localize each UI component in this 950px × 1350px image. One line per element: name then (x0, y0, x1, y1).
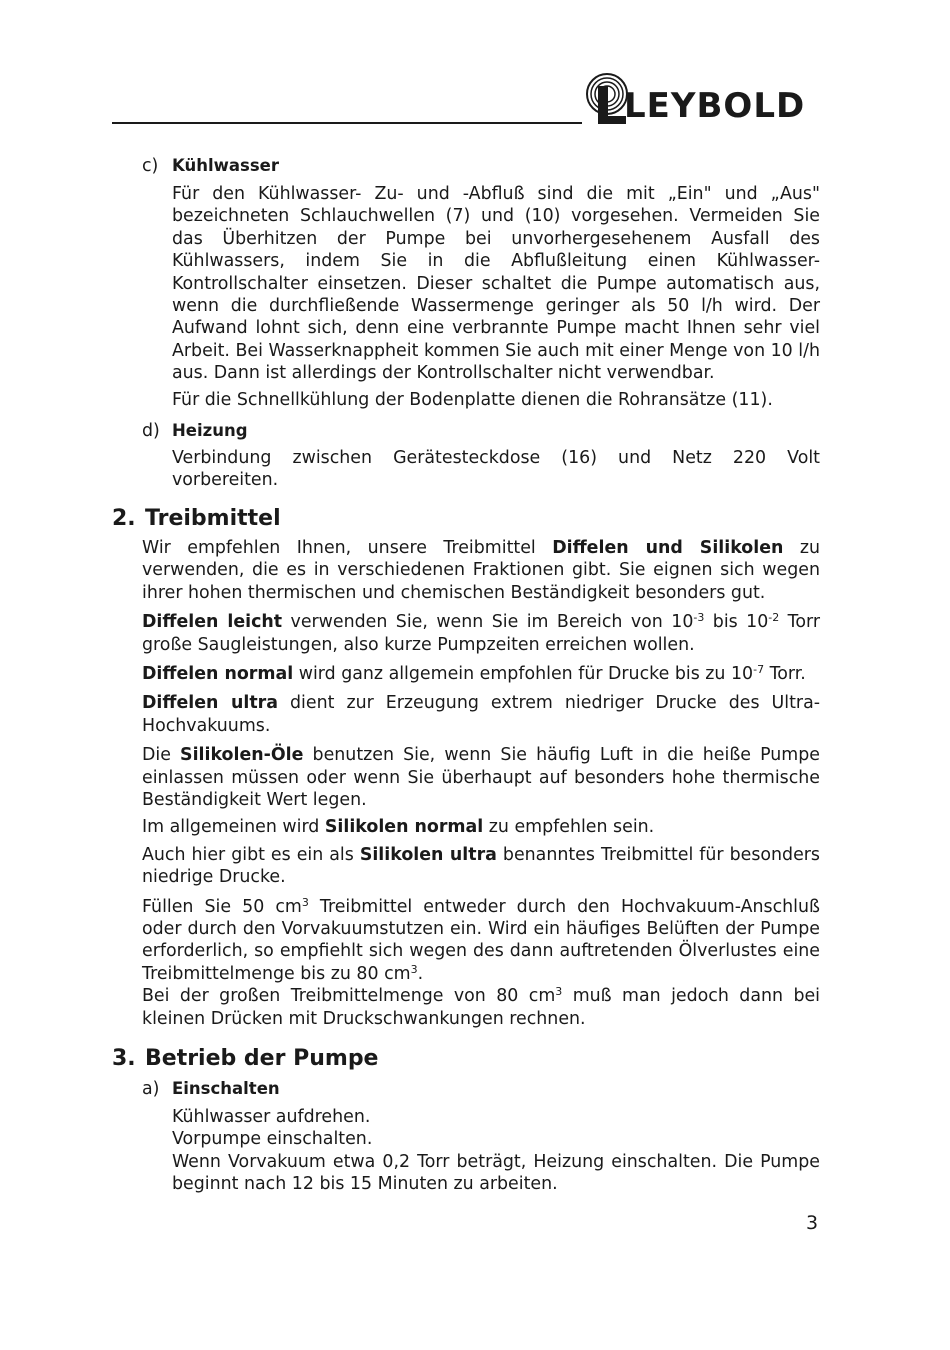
paragraph: Für den Kühlwasser- Zu- und -Abfluß sind die mit „Ein" und „Aus" bezeichneten Schlauchwellen (7) und (10) vorgesehen. Vermeiden Sie das Überhitzen der Pumpe bei unvorhergesehenem Ausfall des Kühlwassers, indem Sie in die Abflußleitung einen Kühlwasser-Kontrollschalter einsetzen. Dieser schaltet die Pumpe automatisch aus, wenn die durchfließende Wassermenge geringer als 50 l/h wird. Der Aufwand lohnt sich, denn eine verbrannte Pumpe macht Ihnen sehr viel Arbeit. Bei Wasserknappheit kommen Sie auch mit einer Menge von 10 l/h aus. Dann ist allerdings der Kontrollschalter nicht verwendbar. (172, 184, 820, 384)
section-heading-betrieb (112, 1045, 820, 1073)
subsection-letter: c) (142, 156, 159, 176)
logo-wordmark: LEYBOLD (624, 86, 806, 126)
paragraph: Die Silikolen-Öle benutzen Sie, wenn Sie häufig Luft in die heiße Pumpe einlassen müssen oder wenn Sie überhaupt auf besonders hohe thermische Beständigkeit Wert legen. (142, 745, 820, 810)
paragraph: Kühlwasser aufdrehen. (172, 1107, 371, 1127)
subsection-title: Kühlwasser (172, 156, 279, 175)
paragraph: Im allgemeinen wird Silikolen normal zu empfehlen sein. (142, 817, 655, 838)
subsection-heading-kuehlwasser (142, 155, 820, 177)
section-number: 2. (112, 505, 136, 531)
section-title: Betrieb der Pumpe (145, 1046, 379, 1071)
subsection-heading-heizung (142, 420, 820, 442)
paragraph: Verbindung zwischen Gerätesteckdose (16) und Netz 220 Volt vorbereiten. (172, 448, 820, 491)
paragraph: Diffelen normal wird ganz allgemein empfohlen für Drucke bis zu $10^{-7}$ Torr. (142, 662, 806, 684)
paragraph: Füllen Sie 50 $cm^3$ Treibmittel entweder durch den Hochvakuum-Anschluß oder durch den Vorvakuumstutzen ein. Wird ein häufiges Belüften der Pumpe erforderlich, so empfiehlt sich wegen des dann auftretenden Ölverlustes eine Treibmittelmenge bis zu 80 $cm^3$. (142, 895, 820, 984)
leybold-logo (584, 72, 816, 128)
header-rule (112, 122, 582, 124)
paragraph: Wir empfehlen Ihnen, unsere Treibmittel Diffelen und Silikolen zu verwenden, die es in verschiedenen Fraktionen gibt. Sie eignen sich wegen ihrer hohen thermischen und chemischen Beständigkeit besonders gut. (142, 537, 820, 603)
section-heading-treibmittel (112, 505, 820, 533)
paragraph: Wenn Vorvakuum etwa 0,2 Torr beträgt, Heizung einschalten. Die Pumpe beginnt nach 12 bis 15 Minuten zu arbeiten. (172, 1151, 820, 1195)
page-content (112, 152, 820, 1196)
subsection-letter: d) (142, 421, 160, 442)
paragraph: Diffelen leicht verwenden Sie, wenn Sie im Bereich von $10^{-3}$ bis $10^{-2}$ Torr große Saugleistungen, also kurze Pumpzeiten erreichen wollen. (142, 611, 820, 655)
subsection-title: Einschalten (172, 1079, 280, 1098)
paragraph: Auch hier gibt es ein als Silikolen ultra benanntes Treibmittel für besonders niedrige Drucke. (142, 844, 820, 888)
paragraph: Diffelen ultra dient zur Erzeugung extrem niedriger Drucke des Ultra-Hochvakuums. (142, 693, 821, 736)
subsection-title: Heizung (172, 421, 248, 441)
page-number: 3 (806, 1212, 819, 1234)
paragraph: Für die Schnellkühlung der Bodenplatte dienen die Rohransätze (11). (172, 389, 773, 410)
paragraph: Vorpumpe einschalten. (172, 1129, 373, 1150)
section-number: 3. (112, 1046, 136, 1071)
section-title: Treibmittel (145, 505, 281, 531)
subsection-heading-einschalten (142, 1078, 820, 1100)
subsection-letter: a) (142, 1079, 160, 1099)
paragraph: Bei der großen Treibmittelmenge von 80 $cm^3$ muß man jedoch dann bei kleinen Drücken mit Druckschwankungen rechnen. (142, 985, 821, 1029)
